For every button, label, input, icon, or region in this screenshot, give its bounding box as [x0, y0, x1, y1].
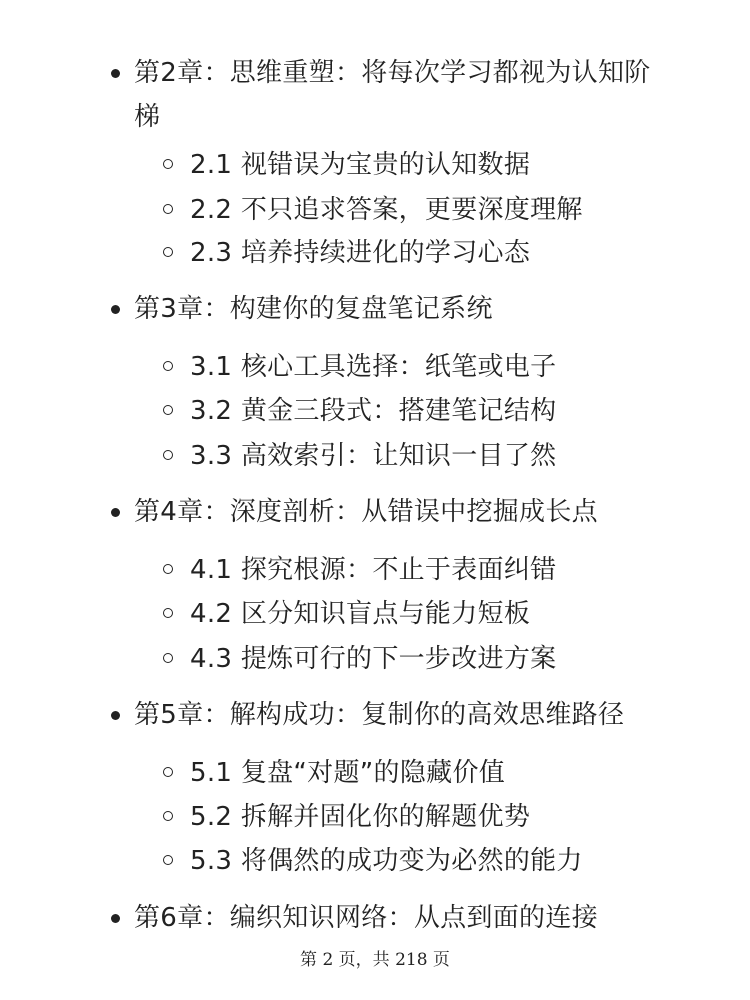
section-item-2-2: [190, 188, 710, 232]
hollow-bullet-icon: [163, 811, 173, 821]
filled-bullet-icon: [111, 914, 120, 923]
section-title: 3.2 黄金三段式：搭建笔记结构: [190, 396, 557, 426]
filled-bullet-icon: [111, 711, 120, 720]
hollow-bullet-icon: [163, 855, 173, 865]
section-title: 4.3 提炼可行的下一步改进方案: [190, 644, 557, 674]
section-item-3-3: [190, 434, 710, 478]
section-title: 5.1 复盘“对题”的隐藏价值: [190, 758, 506, 788]
chapter-item-5: [134, 693, 674, 737]
chapter-title: 第5章：解构成功：复制你的高效思维路径: [134, 700, 625, 730]
hollow-bullet-icon: [163, 608, 173, 618]
section-item-2-1: [190, 143, 710, 187]
section-title: 5.2 拆解并固化你的解题优势: [190, 802, 531, 832]
section-item-4-2: [190, 592, 710, 636]
section-item-5-2: [190, 795, 710, 839]
hollow-bullet-icon: [163, 361, 173, 371]
filled-bullet-icon: [111, 508, 120, 517]
page-number: 第 2 页，共 218 页: [300, 950, 450, 970]
hollow-bullet-icon: [163, 159, 173, 169]
chapter-title: 第4章：深度剖析：从错误中挖掘成长点: [134, 497, 598, 527]
section-title: 2.3 培养持续进化的学习心态: [190, 238, 531, 268]
section-title: 3.3 高效索引：让知识一目了然: [190, 441, 557, 471]
hollow-bullet-icon: [163, 450, 173, 460]
chapter-title: 第3章：构建你的复盘笔记系统: [134, 294, 493, 324]
section-title: 3.1 核心工具选择：纸笔或电子: [190, 352, 557, 382]
chapter-title: 第2章：思维重塑：将每次学习都视为认知阶梯: [134, 58, 651, 132]
chapter-item-6: [134, 896, 674, 940]
hollow-bullet-icon: [163, 247, 173, 257]
hollow-bullet-icon: [163, 767, 173, 777]
hollow-bullet-icon: [163, 405, 173, 415]
section-item-2-3: [190, 231, 710, 275]
section-title: 4.2 区分知识盲点与能力短板: [190, 599, 531, 629]
section-item-5-1: [190, 751, 710, 795]
section-title: 2.1 视错误为宝贵的认知数据: [190, 150, 531, 180]
section-title: 2.2 不只追求答案，更要深度理解: [190, 195, 583, 225]
chapter-title: 第6章：编织知识网络：从点到面的连接: [134, 903, 598, 933]
section-title: 5.3 将偶然的成功变为必然的能力: [190, 846, 583, 876]
chapter-item-3: [134, 287, 674, 331]
hollow-bullet-icon: [163, 204, 173, 214]
hollow-bullet-icon: [163, 653, 173, 663]
section-item-4-3: [190, 637, 710, 681]
section-item-3-2: [190, 389, 710, 433]
section-item-5-3: [190, 839, 710, 883]
chapter-item-2: [134, 51, 674, 139]
filled-bullet-icon: [111, 305, 120, 314]
section-item-4-1: [190, 548, 710, 592]
filled-bullet-icon: [111, 69, 120, 78]
chapter-item-4: [134, 490, 674, 534]
section-title: 4.1 探究根源：不止于表面纠错: [190, 555, 557, 585]
section-item-3-1: [190, 345, 710, 389]
hollow-bullet-icon: [163, 564, 173, 574]
